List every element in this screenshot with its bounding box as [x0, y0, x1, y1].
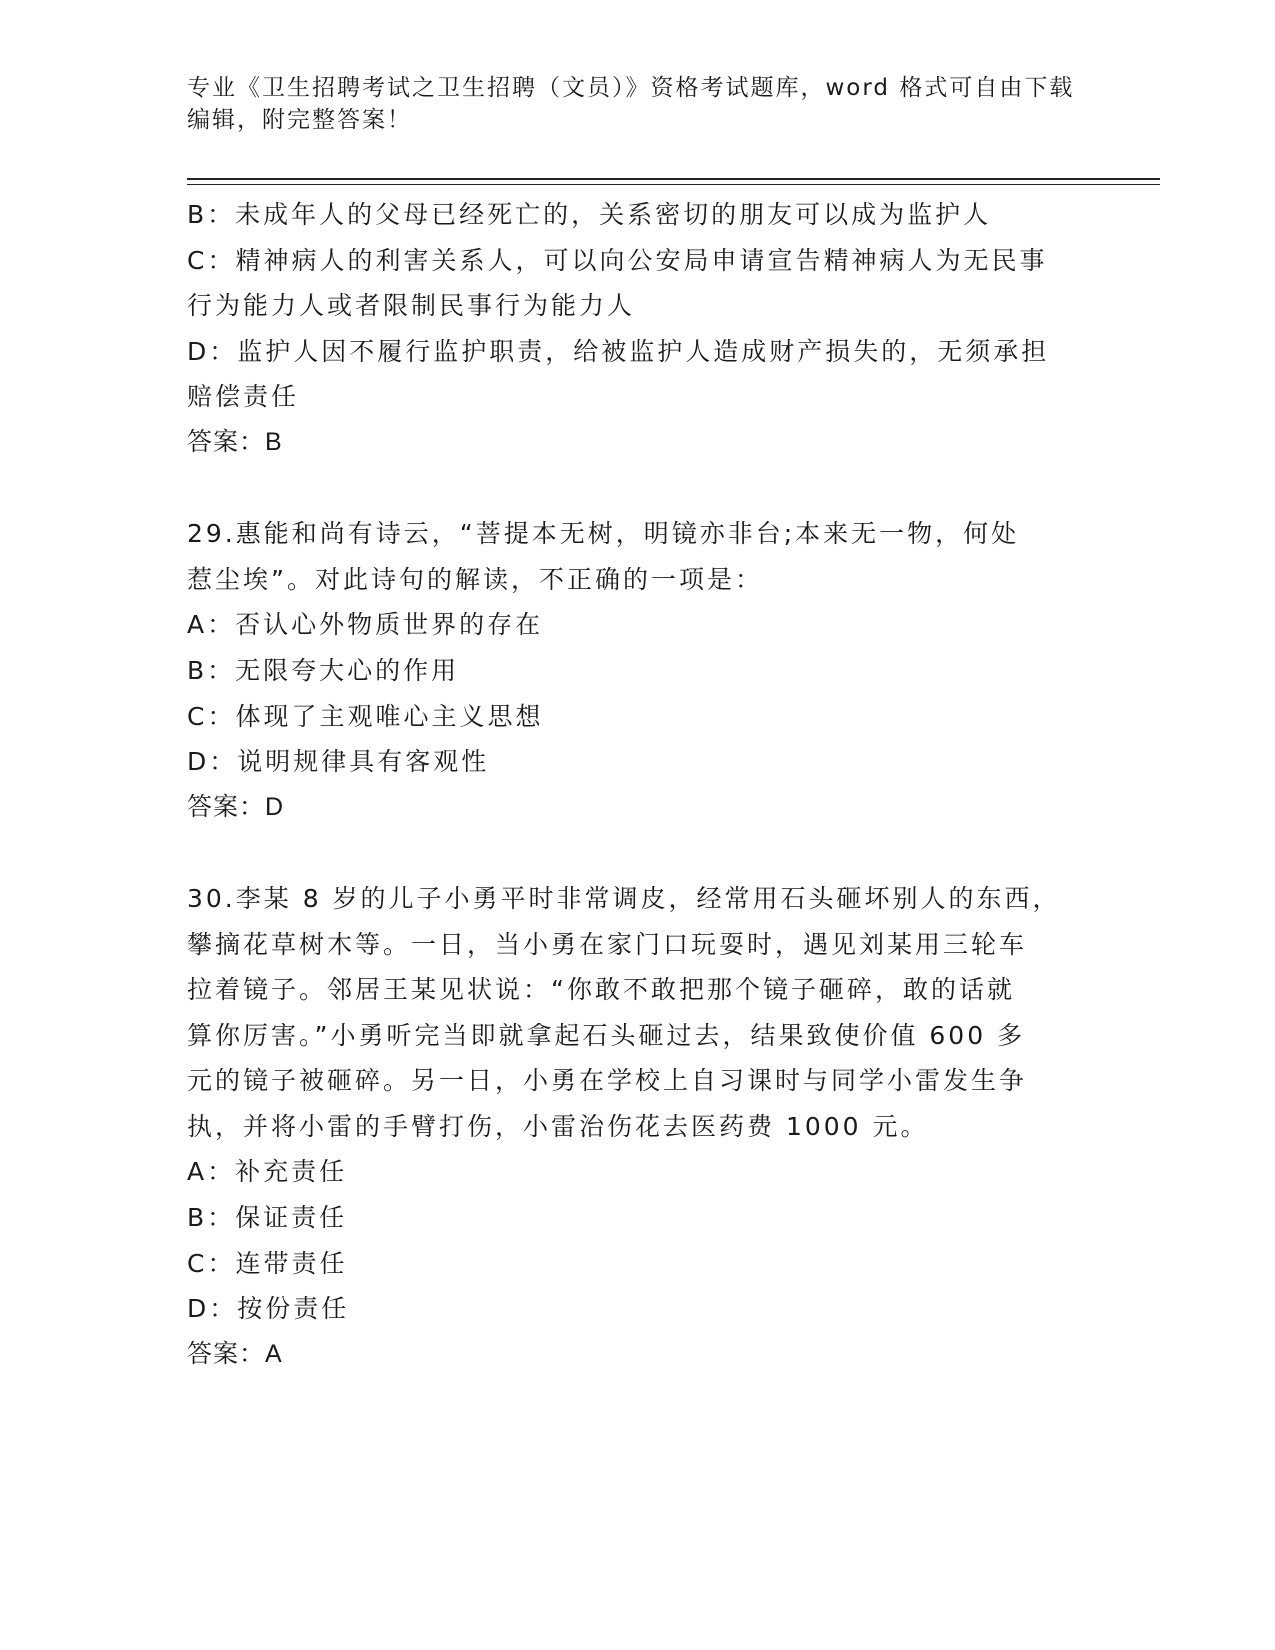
question-stem-continued: 执，并将小雷的手臂打伤，小雷治伤花去医药费 1000 元。 — [187, 1111, 929, 1141]
option-a: A：否认心外物质世界的存在 — [187, 610, 544, 640]
header-line-2: 编辑，附完整答案！ — [187, 107, 412, 133]
option-c: C：精神病人的利害关系人，可以向公安局申请宣告精神病人为无民事 — [187, 245, 1048, 275]
question-28-tail — [187, 192, 1087, 466]
option-c-continued: 行为能力人或者限制民事行为能力人 — [187, 291, 636, 321]
question-stem-continued: 惹尘埃”。对此诗句的解读，不正确的一项是： — [187, 564, 763, 594]
option-b: B：无限夸大心的作用 — [187, 655, 460, 685]
option-d: D：说明规律具有客观性 — [187, 747, 490, 777]
question-stem-continued: 算你厉害。”小勇听完当即就拿起石头砸过去，结果致使价值 600 多 — [187, 1020, 1026, 1050]
option-d: D：监护人因不履行监护职责，给被监护人造成财产损失的，无须承担 — [187, 336, 1050, 366]
header-line-1: 专业《卫生招聘考试之卫生招聘（文员）》资格考试题库，word 格式可自由下载 — [187, 75, 1075, 101]
answer-label: 答案：D — [187, 792, 285, 821]
option-c: C：体现了主观唯心主义思想 — [187, 701, 544, 731]
question-stem-continued: 攀摘花草树木等。一日，当小勇在家门口玩耍时，遇见刘某用三轮车 — [187, 929, 1028, 959]
option-b: B：保证责任 — [187, 1203, 348, 1233]
question-stem-continued: 元的镜子被砸碎。另一日，小勇在学校上自习课时与同学小雷发生争 — [187, 1066, 1028, 1096]
question-stem-continued: 拉着镜子。邻居王某见状说：“你敢不敢把那个镜子砸碎，敢的话就 — [187, 975, 1015, 1005]
option-d-continued: 赔偿责任 — [187, 382, 300, 412]
header-divider-thin — [187, 184, 1160, 185]
option-c: C：连带责任 — [187, 1248, 348, 1278]
question-content — [187, 192, 1087, 1377]
page-header — [187, 72, 1087, 136]
answer-label: 答案：B — [187, 427, 283, 456]
option-b: B：未成年人的父母已经死亡的，关系密切的朋友可以成为监护人 — [187, 200, 992, 229]
option-d: D：按份责任 — [187, 1294, 350, 1324]
question-30 — [187, 876, 1087, 1378]
header-divider-thick — [187, 178, 1160, 180]
option-a: A：补充责任 — [187, 1157, 348, 1187]
spacer — [187, 830, 1087, 876]
question-stem: 30.李某 8 岁的儿子小勇平时非常调皮，经常用石头砸坏别人的东西， — [187, 883, 1061, 913]
question-29 — [187, 511, 1087, 830]
answer-label: 答案：A — [187, 1339, 283, 1368]
spacer — [187, 466, 1087, 512]
question-stem: 29.惠能和尚有诗云，“菩提本无树，明镜亦非台;本来无一物，何处 — [187, 519, 1020, 549]
